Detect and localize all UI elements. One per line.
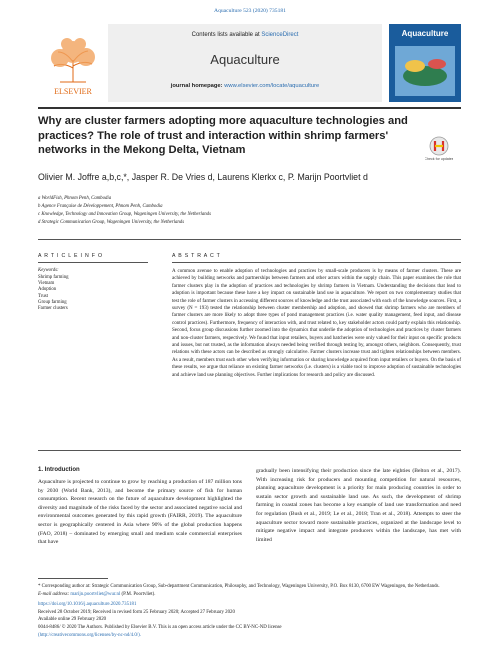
article-info-heading: A R T I C L E I N F O [38, 253, 103, 259]
journal-reference[interactable]: Aquaculture 523 (2020) 735181 [214, 8, 286, 14]
section-divider [38, 450, 461, 451]
check-for-updates-badge[interactable] [425, 135, 453, 165]
affiliation: b Agence Française de Développement, Phnom Penh, Cambodia [38, 204, 163, 209]
introduction-heading: 1. Introduction [38, 467, 80, 473]
abstract-rule [172, 262, 461, 263]
keyword: Trust [38, 293, 48, 299]
author-list: Olivier M. Joffre a,b,c,*, Jasper R. De Vries d, Laurens Klerkx c, P. Marijn Poortvliet d [38, 172, 368, 182]
email-suffix: (P.M. Poortvliet). [120, 591, 156, 597]
footnotes [38, 583, 468, 639]
cover-image-icon [395, 46, 455, 96]
header-divider [38, 107, 461, 109]
body-column-left: Aquaculture is projected to continue to grow by reaching a production of 187 million tons by 2030 (World Bank, 2013), and become the primary source of fish for human consumption. Recent research on the future of aquaculture development highlighted the diversity and magnitude of the risks faced by the sector and associated negative social and environmental outcomes generated by this rapid growth (FAIRR, 2019). The aquaculture sector is geographically centered in Asia where 90% of the global production happens (FAO, 2018) – dominated by emerging small and medium scale commercial enterprises that have [38, 479, 242, 546]
cover-title: Aquaculture [401, 29, 449, 38]
sciencedirect-link[interactable]: ScienceDirect [261, 32, 299, 38]
article-info-rule [38, 262, 148, 263]
homepage-link[interactable]: www.elsevier.com/locate/aquaculture [224, 83, 320, 89]
homepage-prefix: journal homepage: [170, 83, 225, 89]
check-updates-label: Check for updates [425, 157, 453, 161]
corresponding-author-note: * Corresponding author at: Strategic Communication Group, Sub-department Communication, Philosophy, and Technology, Wageningen University, P.O. Box 8130, 6700 EW Wageningen, the Netherlands. [38, 584, 440, 589]
license-line: 0044-8486/ © 2020 The Authors. Published by Elsevier B.V. This is an open access article under the CC BY-NC-ND license [38, 624, 282, 630]
journal-homepage-line [110, 83, 380, 89]
online-date: Available online 29 February 2020 [38, 617, 107, 623]
email-label: E-mail address: [38, 591, 71, 597]
keyword: Shrimp farming [38, 275, 69, 280]
keywords-list [38, 275, 148, 312]
keyword: Group farming [38, 299, 67, 305]
affiliation: d Strategic Communication Group, Wageningen University, the Netherlands [38, 220, 185, 225]
footnote-rule [38, 578, 108, 579]
license-url[interactable]: (http://creativecommons.org/licenses/by-nc-nd/4.0/). [38, 632, 141, 638]
contents-prefix: Contents lists available at [191, 32, 262, 38]
doi-link[interactable]: https://doi.org/10.1016/j.aquaculture.2020.735181 [38, 602, 137, 608]
elsevier-tree-icon [38, 24, 108, 102]
abstract-text: A common avenue to enable adoption of technologies and practices by small-scale producers is by means of farmer clusters. These are achieved by building networks and partnerships between farmers and other actors within the supply chain. This paper examines the role that farmer clusters play in the adoption of practices and technologies by shrimp farmers in Vietnam. Understanding the decisions that lead to adoption is important because these have a key impact on sustainable land use in aquaculture. We report on two complementary studies that test the role of farmer clusters in accessing different sources of knowledge and the trust associated with each of the knowledge sources. First, a survey (N = 193) tested the relationship between cluster membership and adoption, and showed that shrimp farmers who are members of farmer clusters are more likely to adopt three types of pond management practices (i.e. water quality management, feed input, and disease control practices). Furthermore, frequency of interaction with, and trust related to, key stakeholder actors could partly explain this relationship. Second, focus group discussions further zoomed into the dynamics that underlie the adoption of technologies and practices by cluster farmers and non-cluster farmers, respectively. We found that input retailers, buyers and hatcheries were only valued for their input on specific products and issues, but not trusted, as the information always needed being verified through testing by, amongst others, neighbors. Consequently, trust relations with these actors can be described as strongly calculative. Farmer clusters increase trust and tighten relationships between members. As a result, members trust each other when verifying information or sharing knowledge acquired from input retailers or buyers. On the basis of these results, we argue that reliance on existing farmer networks (i.e. clusters) is a viable tool to improve adoption of sustainable technologies and achieve land use planning objectives. Further implications for research and policy are discussed. [172, 268, 461, 378]
publisher-name: ELSEVIER [54, 87, 92, 96]
affiliation: a WorldFish, Phnom Penh, Cambodia [38, 196, 112, 201]
keyword: Adoption [38, 287, 57, 293]
section-divider [38, 239, 461, 240]
journal-name: Aquaculture [210, 52, 280, 67]
body-column-right: gradually been intensifying their production since the late eighties (Belton et al., 2017). With increasing risk for producers and mounting competition for natural resources, planning aquaculture development is a priority for main producing countries in order to sustain sector growth and sustainable land use. As such, the development of shrimp farming in coastal zones has become a key example of land use transformation and need for regulation (Bush et al., 2019; Le et al., 2018; Tran et al., 2018). Attempts to steer the aquaculture sector toward more sustainable practices, organized at the landscape level to mitigate negative impact and integrate producers within the landscape, has met with limited [256, 468, 461, 543]
journal-cover-thumbnail[interactable] [389, 24, 461, 102]
received-dates: Received 28 October 2019; Received in revised form 25 February 2020; Accepted 27 February 2020 [38, 609, 235, 615]
article-title: Why are cluster farmers adopting more aquaculture technologies and practices? The role of trust and interaction within shrimp farmers' networks in the Mekong Delta, Vietnam [38, 115, 408, 156]
elsevier-logo [38, 24, 108, 102]
abstract-heading: A B S T R A C T [172, 253, 221, 259]
keyword: Farmer clusters [38, 306, 68, 312]
contents-available-line [110, 32, 380, 38]
check-updates-icon [425, 135, 453, 165]
keywords-label: Keywords: [38, 268, 59, 273]
affiliation: c Knowledge, Technology and Innovation Group, Wageningen University, the Netherlands [38, 212, 211, 217]
email-link[interactable]: marijn.poortvliet@wur.nl [70, 591, 121, 597]
email-line [38, 591, 468, 599]
keyword: Vietnam [38, 281, 55, 287]
